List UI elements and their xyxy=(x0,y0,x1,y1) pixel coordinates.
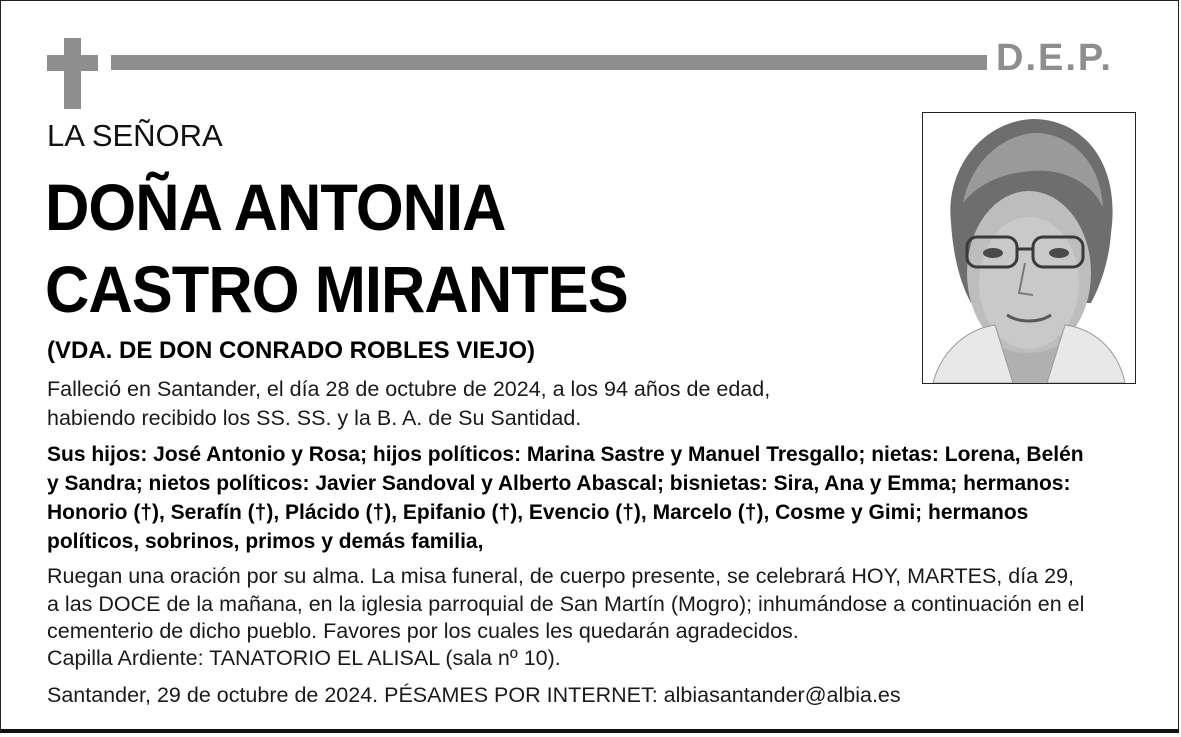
portrait-image xyxy=(923,113,1135,383)
service-line: a las DOCE de la mañana, en la iglesia parroquial de San Martín (Mogro); inhumándose a continuación en el xyxy=(47,592,1085,616)
name-line-1: DOÑA ANTONIA xyxy=(45,170,506,244)
family-line: Sus hijos: José Antonio y Rosa; hijos políticos: Marina Sastre y Manuel Tresgallo; nietas: Lorena, Belén xyxy=(47,443,1084,466)
service-line: Ruegan una oración por su alma. La misa funeral, de cuerpo presente, se celebrará HOY, MARTES, día 29, xyxy=(47,564,1075,588)
widow-of: (VDA. DE DON CONRADO ROBLES VIEJO) xyxy=(47,337,536,364)
service-line: cementerio de dicho pueblo. Favores por los cuales les quedarán agradecidos. xyxy=(47,619,799,643)
death-line-2: habiendo recibido los SS. SS. y la B. A. de Su Santidad. xyxy=(47,406,582,430)
dep-label: D.E.P. xyxy=(996,37,1113,79)
family-line: Honorio (†), Serafín (†), Plácido (†), Epifanio (†), Evencio (†), Marcelo (†), Cosme y Gimi; hermanos xyxy=(47,501,1029,524)
deceased-name xyxy=(45,166,628,330)
family-line: y Sandra; nietos políticos: Javier Sandoval y Alberto Abascal; bisnietas: Sira, Ana y Emma; hermanos: xyxy=(47,472,1071,495)
family-line: políticos, sobrinos, primos y demás familia, xyxy=(47,530,484,553)
cross-icon xyxy=(47,38,98,109)
death-line-1: Falleció en Santander, el día 28 de octubre de 2024, a los 94 años de edad, xyxy=(47,377,771,401)
footer-line: Santander, 29 de octubre de 2024. PÉSAMES POR INTERNET: albiasantander@albia.es xyxy=(47,683,901,707)
title-prefix: LA SEÑORA xyxy=(47,118,223,153)
header-rule xyxy=(111,55,987,70)
portrait-photo xyxy=(922,112,1136,384)
service-line: Capilla Ardiente: TANATORIO EL ALISAL (sala nº 10). xyxy=(47,646,561,670)
name-line-2: CASTRO MIRANTES xyxy=(45,252,628,326)
